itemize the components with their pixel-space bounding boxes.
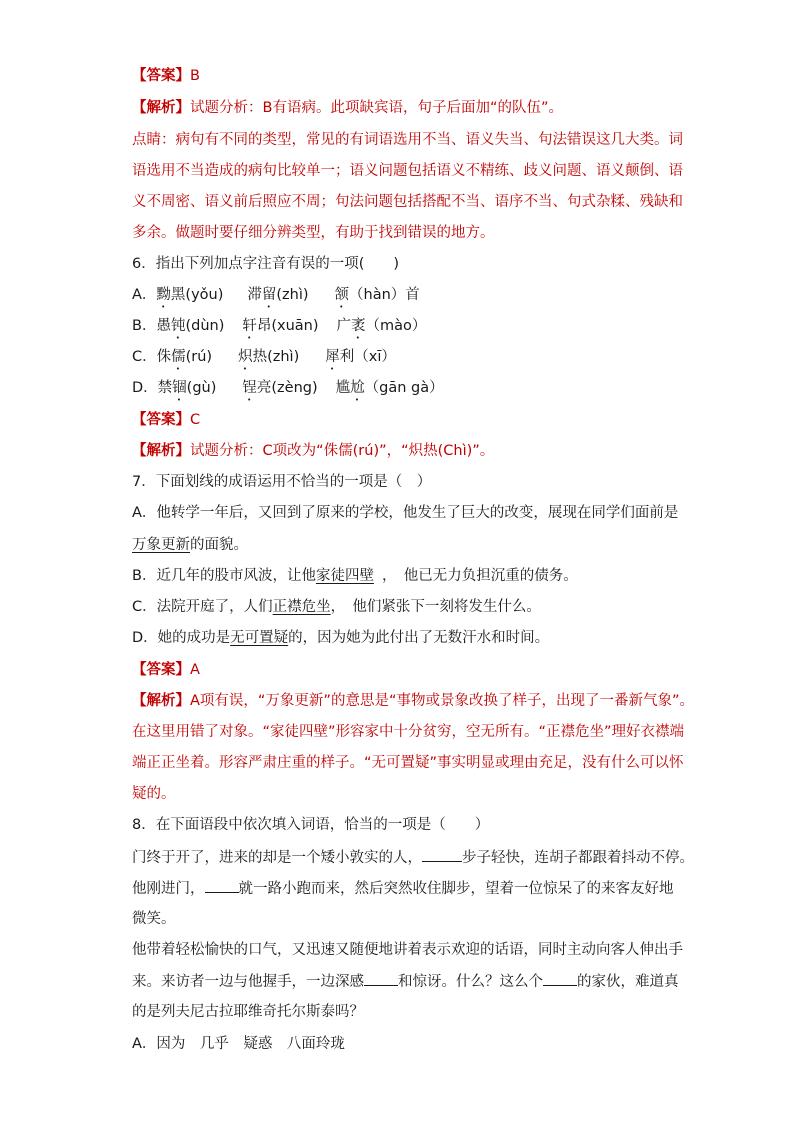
q7-analysis-cont: 端正正坐着。形容严肃庄重的样子。“无可置疑”事实明显或理由充足，没有什么可以怀 [132, 755, 684, 771]
q6-option-a: A．黝黑(yǒu) 滞留(zhì) 颔（hàn）首 [132, 287, 420, 303]
q6-answer-line [132, 410, 200, 430]
q5-note-line: 点睛：病句有不同的类型，常见的有词语选用不当、语义失当、句法错误这几大类。词 [132, 132, 683, 148]
dotted-char: 犀 [325, 349, 340, 365]
fill-blank [543, 971, 577, 986]
fill-blank [422, 847, 462, 862]
q7-analysis: A项有误，“万象更新”的意思是“事物或景象改换了样子，出现了一番新气象”。 [190, 693, 694, 709]
q6-option-c: C．侏儒(rú) 炽热(zhì) 犀利（xī） [132, 349, 396, 365]
dotted-char: 轩 [242, 318, 257, 334]
q8-passage-line: 门终于开了，进来的却是一个矮小敦实的人， 步子轻快，连胡子都跟着抖动不停。 [132, 847, 694, 868]
q5-note-line: 多余。做题时要仔细分辨类型，有助于找到错误的地方。 [132, 225, 495, 241]
q8-passage-line: 他刚进门， 就一路小跑而来，然后突然收住脚步，望着一位惊呆了的来客友好地 [132, 878, 674, 899]
underlined-idiom: 正襟危坐 [272, 599, 331, 615]
underlined-idiom: 无可置疑 [230, 630, 289, 646]
q8-passage-line: 微笑。 [132, 911, 176, 927]
dotted-char: 炽 [238, 349, 253, 365]
q5-note-line: 语选用不当造成的病句比较单一；语义问题包括语义不精练、歧义问题、语义颠倒、语 [132, 163, 683, 179]
q5-answer-line [132, 66, 200, 86]
q6-option-d: D．禁锢(gù) 锃亮(zèng) 尴尬（gān gà） [132, 380, 444, 396]
q7-option-a-cont: 万象更新的面貌。 [132, 537, 248, 553]
dotted-char: 儒 [171, 349, 186, 365]
q6-option-b: B．愚钝(dùn) 轩昂(xuān) 广袤（mào） [132, 318, 427, 334]
q7-analysis-line [132, 691, 694, 711]
underlined-idiom: 家徒四壁 [315, 568, 374, 584]
dotted-char: 锃 [242, 380, 257, 396]
q5-analysis: 试题分析：B有语病。此项缺宾语，句子后面加“的队伍”。 [190, 100, 563, 116]
answer-label: 【答案】 [132, 68, 190, 84]
analysis-label: 【解析】 [132, 100, 190, 116]
dotted-char: 袤 [351, 318, 366, 334]
dotted-char: 黝 [156, 287, 171, 303]
q5-answer: B [190, 68, 200, 84]
q6-answer: C [190, 412, 201, 428]
q7-answer: A [190, 662, 200, 678]
q7-answer-line [132, 660, 200, 680]
dotted-char: 钝 [170, 318, 186, 334]
q8-passage-line: 他带着轻松愉快的口气，又迅速又随便地讲着表示欢迎的话语，同时主动向客人伸出手 [132, 942, 683, 958]
analysis-label: 【解析】 [132, 443, 190, 459]
q7-stem: 7．下面划线的成语运用不恰当的一项是（ ） [132, 474, 432, 490]
q8-option-a: A．因为 几乎 疑惑 八面玲珑 [132, 1036, 345, 1052]
q7-option-d: D．她的成功是无可置疑的，因为她为此付出了无数汗水和时间。 [132, 630, 550, 646]
dotted-char: 颔 [334, 287, 350, 303]
fill-blank [205, 878, 239, 893]
dotted-char: 留 [261, 287, 277, 303]
q7-analysis-cont: 疑的。 [132, 786, 176, 802]
q6-analysis: 试题分析：C项改为“侏儒(rú)”，“炽热(Chì)”。 [190, 443, 495, 459]
q8-passage-line: 来。来访者一边与他握手，一边深感 和惊讶。什么？这么个 的家伙，难道真 [132, 971, 679, 992]
q5-analysis-line [132, 98, 563, 118]
q7-option-b: B．近几年的股市风波，让他家徒四壁 ， 他已无力负担沉重的债务。 [132, 568, 578, 584]
q6-analysis-line [132, 441, 494, 461]
answer-label: 【答案】 [132, 412, 190, 428]
q7-analysis-cont: 在这里用错了对象。“家徒四壁”形容家中十分贫穷，空无所有。“正襟危坐”理好衣襟端 [132, 724, 685, 740]
q8-passage-line: 的是列夫尼古拉耶维奇托尔斯泰吗？ [132, 1004, 364, 1020]
q7-option-a: A．他转学一年后，又回到了原来的学校，他发生了巨大的改变，展现在同学们面前是 [132, 505, 679, 521]
answer-label: 【答案】 [132, 662, 190, 678]
analysis-label: 【解析】 [132, 693, 190, 709]
dotted-char: 锢 [172, 380, 187, 396]
fill-blank [364, 971, 398, 986]
q6-stem: 6．指出下列加点字注音有误的一项( ) [132, 256, 400, 272]
q8-stem: 8．在下面语段中依次填入词语，恰当的一项是（ ） [132, 817, 490, 833]
underlined-idiom: 万象更新 [132, 537, 190, 553]
dotted-char: 尬 [350, 380, 365, 396]
q5-note-line: 义不周密、语义前后照应不周；句法问题包括搭配不当、语序不当、句式杂糅、残缺和 [132, 194, 683, 210]
q7-option-c: C．法院开庭了，人们正襟危坐， 他们紧张下一刻将发生什么。 [132, 599, 541, 615]
